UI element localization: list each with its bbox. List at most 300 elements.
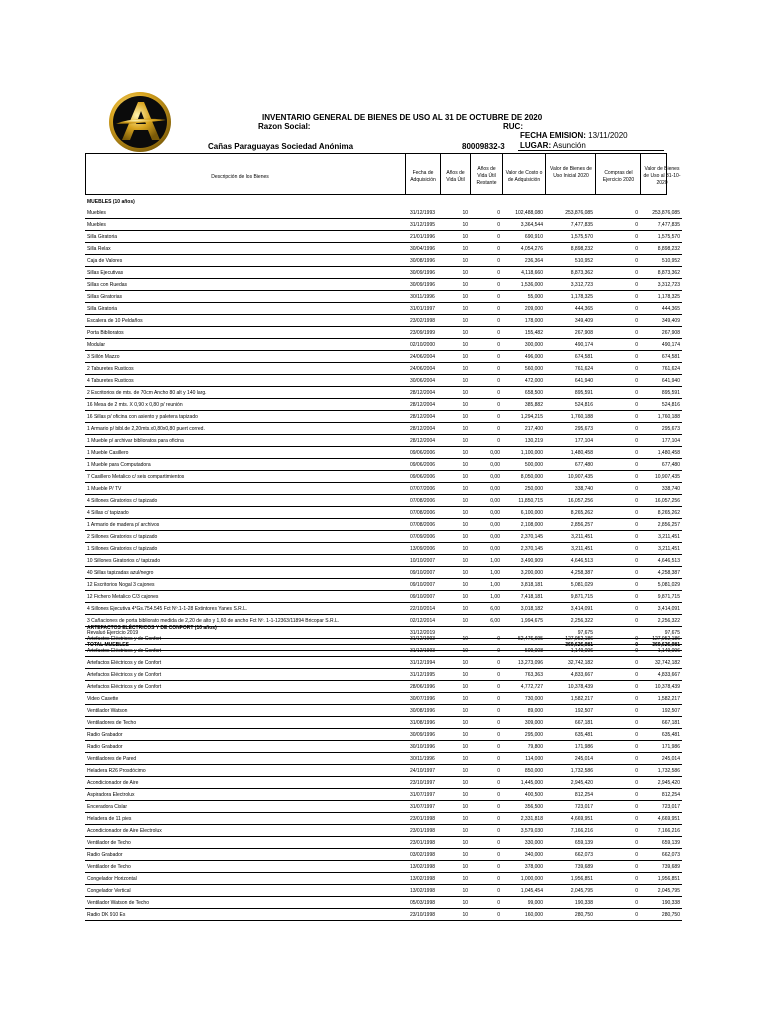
anios-restante-cell: 0,00 bbox=[470, 531, 502, 543]
fecha-cell: 24/06/2004 bbox=[405, 363, 440, 375]
anios-restante-cell: 0 bbox=[470, 303, 502, 315]
descripcion-cell: Artefactos Eléctricos y de Confort bbox=[85, 681, 405, 693]
anios-restante-cell: 0 bbox=[470, 741, 502, 753]
anios-restante-cell: 0 bbox=[470, 909, 502, 921]
col-divider bbox=[640, 153, 641, 195]
valor-inicial-cell: 5,081,029 bbox=[545, 579, 595, 591]
valor-final-cell: 245,014 bbox=[640, 753, 682, 765]
anios-vida-cell: 10 bbox=[440, 219, 470, 231]
anios-vida-cell: 10 bbox=[440, 327, 470, 339]
descripcion-cell: Aspiradora Electrolux bbox=[85, 789, 405, 801]
valor-final-cell: 177,104 bbox=[640, 435, 682, 447]
anios-vida-cell: 10 bbox=[440, 717, 470, 729]
descripcion-cell: Heladera R26 Prosdócimo bbox=[85, 765, 405, 777]
col-valor-final: Valor de Bienes de Uso al 31-10-2020 bbox=[643, 166, 681, 186]
valor-final-cell: 10,378,439 bbox=[640, 681, 682, 693]
fecha-cell: 30/06/2004 bbox=[405, 375, 440, 387]
anios-vida-cell: 10 bbox=[440, 765, 470, 777]
table-row bbox=[85, 897, 682, 909]
descripcion-cell: 3 Cañaciones de porta bibliorato medida de 2,20 de alto y 1,60 de ancho Fct Nº. 1-1-12363/11894 Bricopar S.R.L. bbox=[85, 615, 405, 627]
descripcion-cell: Muebles bbox=[85, 207, 405, 219]
valor-inicial-cell: 16,057,256 bbox=[545, 495, 595, 507]
compras-cell: 0 bbox=[595, 459, 640, 471]
anios-vida-cell: 10 bbox=[440, 873, 470, 885]
anios-restante-cell: 0,00 bbox=[470, 483, 502, 495]
valor-costo-cell: 2,331,818 bbox=[502, 813, 545, 825]
fecha-cell: 10/10/2007 bbox=[405, 555, 440, 567]
anios-vida-cell: 10 bbox=[440, 705, 470, 717]
valor-final-cell: 1,956,851 bbox=[640, 873, 682, 885]
fecha-cell: 09/06/2006 bbox=[405, 471, 440, 483]
valor-inicial-cell: 659,139 bbox=[545, 837, 595, 849]
compras-cell: 0 bbox=[595, 243, 640, 255]
valor-costo-cell: 79,800 bbox=[502, 741, 545, 753]
anios-vida-cell: 10 bbox=[440, 435, 470, 447]
valor-inicial-cell: 739,689 bbox=[545, 861, 595, 873]
table-row bbox=[85, 729, 682, 741]
valor-inicial-cell: 761,624 bbox=[545, 363, 595, 375]
valor-inicial-cell: 10,907,435 bbox=[545, 471, 595, 483]
compras-cell: 0 bbox=[595, 507, 640, 519]
compras-cell: 0 bbox=[595, 645, 640, 657]
valor-final-cell: 761,624 bbox=[640, 363, 682, 375]
anios-vida-cell: 10 bbox=[440, 507, 470, 519]
valor-costo-cell: 102,488,080 bbox=[502, 207, 545, 219]
anios-restante-cell: 0 bbox=[470, 411, 502, 423]
anios-restante-cell: 0 bbox=[470, 657, 502, 669]
fecha-cell: 31/12/1993 bbox=[405, 633, 440, 645]
compras-cell: 0 bbox=[595, 633, 640, 645]
fecha-cell: 02/12/2014 bbox=[405, 615, 440, 627]
fecha-cell: 31/12/1995 bbox=[405, 669, 440, 681]
anios-restante-cell: 0 bbox=[470, 435, 502, 447]
compras-cell: 0 bbox=[595, 789, 640, 801]
valor-costo-cell: 730,000 bbox=[502, 693, 545, 705]
anios-vida-cell: 10 bbox=[440, 579, 470, 591]
compras-cell: 0 bbox=[595, 717, 640, 729]
section-title-row bbox=[85, 622, 682, 633]
fecha-cell: 30/07/1996 bbox=[405, 693, 440, 705]
valor-inicial-cell: 192,507 bbox=[545, 705, 595, 717]
anios-restante-cell: 0 bbox=[470, 645, 502, 657]
table-row bbox=[85, 753, 682, 765]
table-row bbox=[85, 255, 682, 267]
col-anios-restante: Años de Vida Útil Restante bbox=[476, 166, 497, 186]
valor-inicial-cell: 127,952,186 bbox=[545, 633, 595, 645]
anios-vida-cell: 10 bbox=[440, 375, 470, 387]
report-title: INVENTARIO GENERAL DE BIENES DE USO AL 31 DE OCTUBRE DE 2020 bbox=[262, 113, 543, 122]
table-row bbox=[85, 579, 682, 591]
compras-cell: 0 bbox=[595, 765, 640, 777]
valor-inicial-cell: 4,833,667 bbox=[545, 669, 595, 681]
valor-costo-cell: 1,445,000 bbox=[502, 777, 545, 789]
valor-costo-cell: 3,579,030 bbox=[502, 825, 545, 837]
valor-inicial-cell: 4,669,951 bbox=[545, 813, 595, 825]
fecha-cell: 24/10/1997 bbox=[405, 765, 440, 777]
compras-cell: 0 bbox=[595, 657, 640, 669]
anios-restante-cell: 0 bbox=[470, 885, 502, 897]
valor-inicial-cell: 177,104 bbox=[545, 435, 595, 447]
descripcion-cell: 10 Sillones Giratorios c/ tapizado bbox=[85, 555, 405, 567]
fecha-emision-label: FECHA EMISION: bbox=[520, 131, 586, 140]
valor-final-cell: 7,477,835 bbox=[640, 219, 682, 231]
valor-final-cell: 1,575,570 bbox=[640, 231, 682, 243]
table-row bbox=[85, 447, 682, 459]
compras-cell: 0 bbox=[595, 255, 640, 267]
anios-vida-cell: 10 bbox=[440, 591, 470, 603]
anios-vida-cell: 10 bbox=[440, 669, 470, 681]
descripcion-cell: 4 Sillas c/ tapizado bbox=[85, 507, 405, 519]
descripcion-cell: Escalera de 10 Peldaños bbox=[85, 315, 405, 327]
valor-costo-cell: 300,000 bbox=[502, 339, 545, 351]
compras-cell: 0 bbox=[595, 729, 640, 741]
valor-final-cell: 4,669,951 bbox=[640, 813, 682, 825]
valor-final-cell: 510,952 bbox=[640, 255, 682, 267]
fecha-cell: 28/12/2004 bbox=[405, 435, 440, 447]
anios-restante-cell: 0 bbox=[470, 231, 502, 243]
valor-inicial-cell: 674,581 bbox=[545, 351, 595, 363]
compras-cell: 0 bbox=[595, 219, 640, 231]
anios-restante-cell: 1,00 bbox=[470, 591, 502, 603]
compras-cell: 0 bbox=[595, 885, 640, 897]
valor-final-cell: 1,760,188 bbox=[640, 411, 682, 423]
anios-restante-cell: 0,00 bbox=[470, 459, 502, 471]
valor-costo-cell: 472,000 bbox=[502, 375, 545, 387]
anios-vida-cell: 10 bbox=[440, 291, 470, 303]
descripcion-cell: Ventiladores de Techo bbox=[85, 717, 405, 729]
fecha-cell: 09/10/2007 bbox=[405, 579, 440, 591]
valor-costo-cell: 13,273,096 bbox=[502, 657, 545, 669]
compras-cell: 0 bbox=[595, 387, 640, 399]
valor-costo-cell: 130,219 bbox=[502, 435, 545, 447]
valor-final-cell: 127,952,186 bbox=[640, 633, 682, 645]
valor-costo-cell: 3,200,000 bbox=[502, 567, 545, 579]
compras-cell: 0 bbox=[595, 267, 640, 279]
valor-costo-cell: 114,000 bbox=[502, 753, 545, 765]
valor-final-cell: 3,211,451 bbox=[640, 543, 682, 555]
valor-final-cell: 1,480,458 bbox=[640, 447, 682, 459]
descripcion-cell: 12 Escritorios Nogal 3 cajones bbox=[85, 579, 405, 591]
fecha-cell: 30/08/1996 bbox=[405, 255, 440, 267]
anios-restante-cell: 0 bbox=[470, 279, 502, 291]
valor-costo-cell: 658,500 bbox=[502, 387, 545, 399]
anios-restante-cell: 1,00 bbox=[470, 567, 502, 579]
compras-cell: 0 bbox=[595, 303, 640, 315]
valor-final-cell: 97,675 bbox=[640, 627, 682, 639]
table-row bbox=[85, 555, 682, 567]
valor-final-cell: 4,646,513 bbox=[640, 555, 682, 567]
compras-cell: 0 bbox=[595, 375, 640, 387]
valor-final-cell: 677,480 bbox=[640, 459, 682, 471]
anios-vida-cell: 10 bbox=[440, 447, 470, 459]
valor-costo-cell: 1,536,000 bbox=[502, 279, 545, 291]
table-row bbox=[85, 423, 682, 435]
valor-inicial-cell: 3,312,723 bbox=[545, 279, 595, 291]
col-descripcion: Descripción de los Bienes bbox=[211, 174, 269, 180]
table-row bbox=[85, 681, 682, 693]
anios-vida-cell: 10 bbox=[440, 399, 470, 411]
valor-final-cell: 192,507 bbox=[640, 705, 682, 717]
valor-costo-cell: 1,000,000 bbox=[502, 873, 545, 885]
descripcion-cell: 4 Sillones Giratorios c/ tapizado bbox=[85, 495, 405, 507]
valor-costo-cell: 99,000 bbox=[502, 897, 545, 909]
descripcion-cell: 7 Casillero Metalico c/ seis compartimientos bbox=[85, 471, 405, 483]
descripcion-cell: 12 Fichero Metalico C/3 cajones bbox=[85, 591, 405, 603]
anios-vida-cell: 10 bbox=[440, 897, 470, 909]
valor-inicial-cell: 171,986 bbox=[545, 741, 595, 753]
anios-vida-cell: 10 bbox=[440, 801, 470, 813]
compras-cell: 0 bbox=[595, 909, 640, 921]
fecha-cell: 31/08/1996 bbox=[405, 717, 440, 729]
valor-final-cell: 171,986 bbox=[640, 741, 682, 753]
valor-inicial-cell: 7,166,216 bbox=[545, 825, 595, 837]
valor-final-cell: 635,481 bbox=[640, 729, 682, 741]
descripcion-cell: Muebles bbox=[85, 219, 405, 231]
anios-vida-cell: 10 bbox=[440, 657, 470, 669]
descripcion-cell: Ventilador Watson de Techo bbox=[85, 897, 405, 909]
valor-costo-cell: 560,000 bbox=[502, 363, 545, 375]
valor-costo-cell: 3,818,181 bbox=[502, 579, 545, 591]
descripcion-cell: Ventilador de Techo bbox=[85, 861, 405, 873]
valor-final-cell: 524,816 bbox=[640, 399, 682, 411]
table-row bbox=[85, 813, 682, 825]
valor-final-cell: 2,856,257 bbox=[640, 519, 682, 531]
valor-inicial-cell: 8,873,362 bbox=[545, 267, 595, 279]
descripcion-cell: Ventilador Watson bbox=[85, 705, 405, 717]
fecha-cell: 28/12/2004 bbox=[405, 423, 440, 435]
valor-costo-cell: 89,000 bbox=[502, 705, 545, 717]
valor-final-cell: 490,174 bbox=[640, 339, 682, 351]
table-row bbox=[85, 603, 682, 615]
descripcion-cell: 40 Sillas tapizadas azul/negro bbox=[85, 567, 405, 579]
descripcion-cell: 1 Mueble para Computadora bbox=[85, 459, 405, 471]
compras-cell: 0 bbox=[595, 837, 640, 849]
valor-costo-cell: 509,008 bbox=[502, 645, 545, 657]
anios-restante-cell: 6,00 bbox=[470, 615, 502, 627]
valor-inicial-cell: 267,908 bbox=[545, 327, 595, 339]
anios-vida-cell: 10 bbox=[440, 633, 470, 645]
fecha-cell: 07/08/2006 bbox=[405, 519, 440, 531]
fecha-cell: 13/02/1998 bbox=[405, 885, 440, 897]
valor-inicial-cell: 2,945,420 bbox=[545, 777, 595, 789]
anios-restante-cell: 0 bbox=[470, 765, 502, 777]
compras-cell: 0 bbox=[595, 363, 640, 375]
valor-costo-cell: 763,363 bbox=[502, 669, 545, 681]
compras-cell: 0 bbox=[595, 693, 640, 705]
anios-restante-cell: 0 bbox=[470, 633, 502, 645]
valor-inicial-cell: 3,211,451 bbox=[545, 531, 595, 543]
valor-inicial-cell: 1,480,458 bbox=[545, 447, 595, 459]
compras-cell: 0 bbox=[595, 327, 640, 339]
valor-inicial-cell: 1,149,096 bbox=[545, 645, 595, 657]
valor-inicial-cell: 444,365 bbox=[545, 303, 595, 315]
table-row bbox=[85, 291, 682, 303]
anios-vida-cell: 10 bbox=[440, 267, 470, 279]
anios-vida-cell: 10 bbox=[440, 459, 470, 471]
table-row bbox=[85, 543, 682, 555]
compras-cell: 0 bbox=[595, 519, 640, 531]
valor-inicial-cell: 3,211,451 bbox=[545, 543, 595, 555]
anios-vida-cell: 10 bbox=[440, 387, 470, 399]
table-row bbox=[85, 861, 682, 873]
compras-cell: 0 bbox=[595, 741, 640, 753]
valor-inicial-cell: 280,750 bbox=[545, 909, 595, 921]
table-row bbox=[85, 279, 682, 291]
valor-costo-cell: 356,500 bbox=[502, 801, 545, 813]
header-rule bbox=[518, 150, 664, 151]
descripcion-cell: Caja de Valores bbox=[85, 255, 405, 267]
anios-restante-cell: 0 bbox=[470, 897, 502, 909]
valor-final-cell: 16,057,256 bbox=[640, 495, 682, 507]
valor-final-cell: 3,414,091 bbox=[640, 603, 682, 615]
fecha-cell: 21/01/1996 bbox=[405, 231, 440, 243]
valor-inicial-cell: 3,414,091 bbox=[545, 603, 595, 615]
compras-cell: 0 bbox=[595, 825, 640, 837]
valor-inicial-cell: 641,940 bbox=[545, 375, 595, 387]
anios-vida-cell: 10 bbox=[440, 411, 470, 423]
anios-restante-cell: 0 bbox=[470, 363, 502, 375]
anios-restante-cell: 0,00 bbox=[470, 543, 502, 555]
fecha-cell: 24/06/2004 bbox=[405, 351, 440, 363]
col-fecha: Fecha de Adquisición bbox=[410, 170, 436, 183]
valor-inicial-cell: 32,742,182 bbox=[545, 657, 595, 669]
anios-vida-cell: 10 bbox=[440, 423, 470, 435]
fecha-cell: 07/07/2006 bbox=[405, 483, 440, 495]
valor-final-cell: 723,017 bbox=[640, 801, 682, 813]
valor-costo-cell: 8,050,000 bbox=[502, 471, 545, 483]
valor-inicial-cell: 253,876,085 bbox=[545, 207, 595, 219]
descripcion-cell: 4 Taburetes Rusticos bbox=[85, 375, 405, 387]
descripcion-cell: Ventilador de Techo bbox=[85, 837, 405, 849]
fecha-cell: 31/12/1994 bbox=[405, 657, 440, 669]
compras-cell: 0 bbox=[595, 579, 640, 591]
valor-final-cell: 8,265,262 bbox=[640, 507, 682, 519]
table-row bbox=[85, 435, 682, 447]
valor-final-cell: 295,673 bbox=[640, 423, 682, 435]
col-divider bbox=[595, 153, 596, 195]
valor-final-cell: 674,581 bbox=[640, 351, 682, 363]
valor-inicial-cell: 1,732,586 bbox=[545, 765, 595, 777]
table-row bbox=[85, 315, 682, 327]
razon-social-label: Razon Social: bbox=[258, 122, 311, 131]
compras-cell: 0 bbox=[595, 531, 640, 543]
valor-final-cell: 659,139 bbox=[640, 837, 682, 849]
descripcion-cell: Ventiladores de Pared bbox=[85, 753, 405, 765]
valor-final-cell: 739,689 bbox=[640, 861, 682, 873]
fecha-cell: 30/09/1996 bbox=[405, 729, 440, 741]
compras-cell: 0 bbox=[595, 315, 640, 327]
anios-vida-cell: 10 bbox=[440, 645, 470, 657]
anios-restante-cell: 0 bbox=[470, 375, 502, 387]
anios-vida-cell: 10 bbox=[440, 351, 470, 363]
anios-vida-cell: 10 bbox=[440, 861, 470, 873]
descripcion-cell: Acondicionador de Aire Electrolux bbox=[85, 825, 405, 837]
valor-final-cell: 3,312,723 bbox=[640, 279, 682, 291]
valor-final-cell: 444,365 bbox=[640, 303, 682, 315]
ruc-label: RUC: bbox=[503, 122, 523, 131]
anios-vida-cell: 10 bbox=[440, 693, 470, 705]
table-row bbox=[85, 789, 682, 801]
valor-inicial-cell: 723,017 bbox=[545, 801, 595, 813]
compras-cell: 0 bbox=[595, 669, 640, 681]
compras-cell: 0 bbox=[595, 753, 640, 765]
descripcion-cell: TOTAL MUEBLES bbox=[85, 639, 405, 651]
anios-vida-cell: 10 bbox=[440, 483, 470, 495]
anios-restante-cell: 0 bbox=[470, 267, 502, 279]
anios-restante-cell: 0 bbox=[470, 801, 502, 813]
anios-restante-cell: 0 bbox=[470, 873, 502, 885]
valor-inicial-cell: 97,675 bbox=[545, 627, 595, 639]
compras-cell: 0 bbox=[595, 483, 640, 495]
descripcion-cell: 16 Mesa de 2 mts. X 0,90 x 0,80 p/ reunión bbox=[85, 399, 405, 411]
valor-costo-cell: 850,000 bbox=[502, 765, 545, 777]
anios-restante-cell: 0 bbox=[470, 423, 502, 435]
valor-final-cell: 2,945,420 bbox=[640, 777, 682, 789]
valor-inicial-cell: 1,582,217 bbox=[545, 693, 595, 705]
anios-vida-cell: 10 bbox=[440, 543, 470, 555]
compras-cell: 0 bbox=[595, 399, 640, 411]
compras-cell: 0 bbox=[595, 555, 640, 567]
descripcion-cell: Artefactos Eléctricos y de Confort bbox=[85, 633, 405, 645]
anios-restante-cell: 0 bbox=[470, 753, 502, 765]
descripcion-cell: 3 Sillón Mazzo bbox=[85, 351, 405, 363]
anios-restante-cell: 0 bbox=[470, 693, 502, 705]
compras-cell: 0 bbox=[595, 639, 640, 651]
fecha-cell: 30/04/1996 bbox=[405, 243, 440, 255]
table-row bbox=[85, 885, 682, 897]
fecha-cell: 30/09/1996 bbox=[405, 279, 440, 291]
col-valor-inicial: Valor de Bienes de Uso Inicial 2020 bbox=[550, 166, 592, 179]
descripcion-cell: Video Casette bbox=[85, 693, 405, 705]
anios-vida-cell: 10 bbox=[440, 825, 470, 837]
valor-costo-cell: 2,108,000 bbox=[502, 519, 545, 531]
valor-inicial-cell: 524,816 bbox=[545, 399, 595, 411]
valor-inicial-cell: 510,952 bbox=[545, 255, 595, 267]
table-row bbox=[85, 399, 682, 411]
valor-final-cell: 349,409 bbox=[640, 315, 682, 327]
descripcion-cell: 4 Sillones Ejecutiva 4*Gs.754.545 Fct Nº.1-1-28 Extintores Yanes S.R.L. bbox=[85, 603, 405, 615]
anios-vida-cell: 10 bbox=[440, 495, 470, 507]
fecha-cell: 30/11/1996 bbox=[405, 753, 440, 765]
table-row bbox=[85, 705, 682, 717]
table-row bbox=[85, 507, 682, 519]
table-row bbox=[85, 327, 682, 339]
compras-cell: 0 bbox=[595, 873, 640, 885]
descripcion-cell: Revaluó Ejercicio 2019 bbox=[85, 627, 405, 639]
table-row bbox=[85, 243, 682, 255]
anios-vida-cell: 10 bbox=[440, 681, 470, 693]
fecha-cell: 07/09/2006 bbox=[405, 531, 440, 543]
valor-costo-cell: 236,364 bbox=[502, 255, 545, 267]
fecha-cell: 23/01/1998 bbox=[405, 837, 440, 849]
anios-vida-cell: 10 bbox=[440, 303, 470, 315]
fecha-emision bbox=[520, 131, 628, 140]
valor-inicial-cell: 4,258,387 bbox=[545, 567, 595, 579]
anios-restante-cell: 0,00 bbox=[470, 519, 502, 531]
valor-final-cell: 2,045,795 bbox=[640, 885, 682, 897]
anios-restante-cell: 0 bbox=[470, 681, 502, 693]
fecha-cell: 09/06/2006 bbox=[405, 459, 440, 471]
table-row bbox=[85, 471, 682, 483]
table-row bbox=[85, 765, 682, 777]
anios-restante-cell: 0 bbox=[470, 669, 502, 681]
anios-restante-cell: 0 bbox=[470, 399, 502, 411]
valor-inicial-cell: 1,178,325 bbox=[545, 291, 595, 303]
valor-costo-cell: 217,400 bbox=[502, 423, 545, 435]
valor-inicial-cell: 490,174 bbox=[545, 339, 595, 351]
table-row bbox=[85, 591, 682, 603]
descripcion-cell: Silla Giratoria bbox=[85, 231, 405, 243]
